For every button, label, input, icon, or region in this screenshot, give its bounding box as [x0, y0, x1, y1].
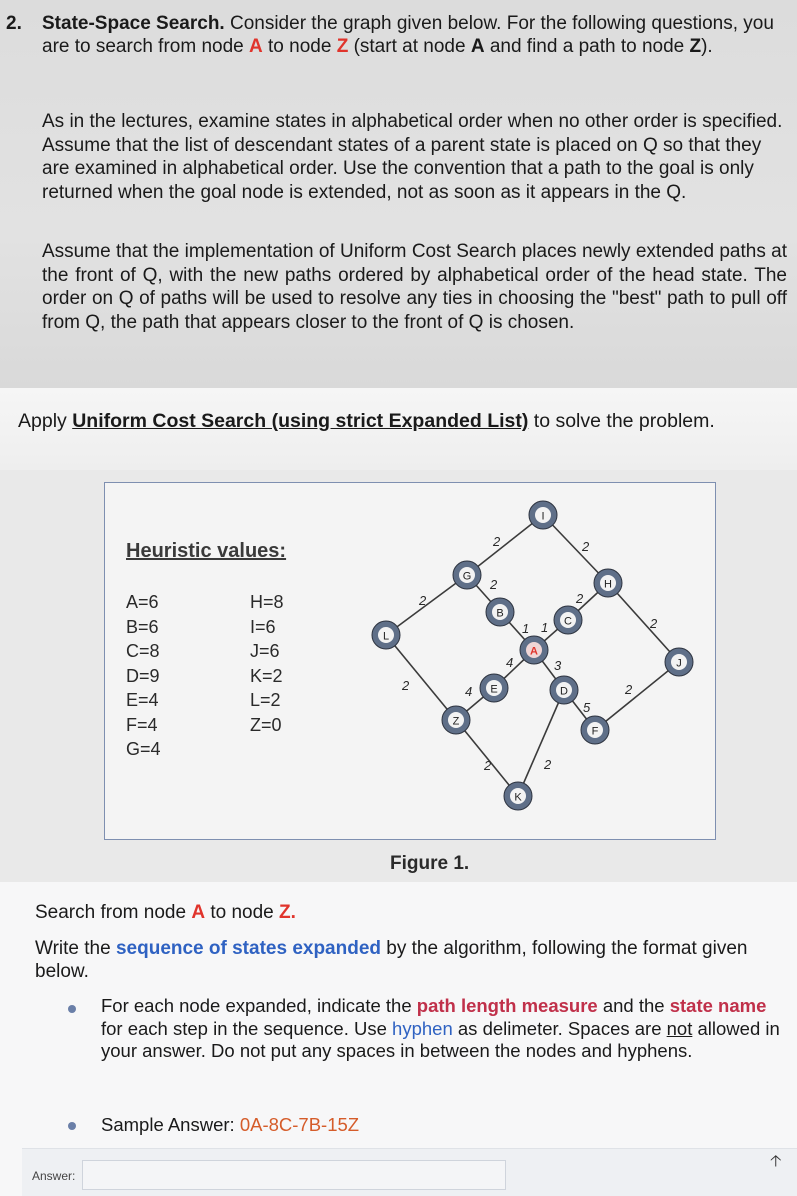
edge-j-f: [595, 662, 679, 730]
node-label: H: [604, 578, 612, 591]
sequence-emphasis: sequence of states expanded: [115, 938, 382, 959]
edge-weight: 1: [522, 621, 530, 636]
heuristic-title: Heuristic values:: [126, 540, 287, 562]
arrow-up-icon[interactable]: 🡡: [770, 1153, 782, 1170]
start-node-label: A: [470, 36, 485, 57]
heuristic-value: K=2: [250, 665, 283, 686]
edge-h-j: [608, 583, 679, 662]
node-k: [504, 782, 532, 810]
node-a: [520, 636, 548, 664]
question-header: [6, 12, 786, 58]
edge-weight: 2: [484, 758, 492, 773]
rule-text: for each step in the sequence. Use: [101, 1017, 393, 1039]
node-label: G: [462, 570, 472, 583]
node-label: A: [530, 645, 538, 658]
edge-weight: 2: [493, 534, 501, 549]
search-text: Search from node: [35, 902, 192, 923]
question-title: State-Space Search.: [42, 13, 225, 34]
node-h: [594, 569, 622, 597]
node-j: [665, 648, 693, 676]
answer-input[interactable]: [82, 1160, 506, 1190]
write-text: by the algorithm, following the format given below.: [35, 938, 748, 982]
node-l: [372, 621, 400, 649]
rule-text: For each node expanded, indicate the: [101, 995, 417, 1016]
not-emphasis: not: [666, 1017, 693, 1039]
heuristic-value: D=9: [126, 665, 160, 686]
heuristic-value: L=2: [250, 690, 281, 710]
intro-text: and find a path to node: [484, 36, 690, 57]
bullet-dot: [68, 1122, 76, 1130]
heuristic-value: E=4: [126, 690, 159, 710]
node-f: [581, 716, 609, 744]
node-label: C: [564, 615, 572, 628]
edge-l-z: [386, 635, 456, 720]
sample-label: Sample Answer:: [101, 1114, 240, 1135]
apply-suffix: to solve the problem.: [528, 410, 715, 432]
edge-weight: 2: [490, 577, 498, 592]
edge-g-i: [467, 515, 543, 575]
node-label: B: [496, 607, 504, 620]
intro-text: to node: [262, 36, 337, 57]
node-label: J: [676, 657, 682, 670]
node-d: [550, 676, 578, 704]
graph-diagram: [0, 470, 797, 882]
edge-weight: 2: [582, 539, 590, 554]
intro-text: ).: [701, 36, 713, 57]
edge-weight: 2: [402, 678, 410, 693]
node-c: [554, 606, 582, 634]
heuristic-value: F=4: [126, 714, 158, 735]
apply-instruction: [18, 410, 715, 433]
question-panel: [0, 0, 797, 388]
path-length-emphasis: path length measure: [416, 995, 598, 1016]
edge-weight: 4: [465, 684, 473, 699]
format-rules: [101, 995, 786, 1063]
goal-node-label: Z: [689, 36, 702, 57]
edge-weight: 1: [541, 620, 549, 635]
search-goal-node: Z.: [279, 902, 296, 923]
node-label: K: [514, 791, 522, 804]
rule-text: allowed in your answer. Do not put any spaces in between the nodes and hyphens.: [101, 1017, 780, 1061]
apply-prefix: Apply: [18, 410, 73, 432]
node-label: F: [591, 725, 599, 738]
node-label: D: [560, 685, 568, 698]
node-i: [529, 501, 557, 529]
edge-weight: 2: [544, 757, 552, 772]
start-node-label: A: [249, 36, 263, 57]
write-instruction: [35, 937, 790, 983]
heuristic-value: B=6: [126, 616, 159, 637]
write-text: Write the: [35, 938, 116, 959]
node-label: L: [382, 630, 390, 643]
intro-text: (start at node: [348, 36, 471, 57]
edge-weight: 2: [419, 593, 427, 608]
goal-node-label: Z: [336, 36, 349, 57]
edge-l-g: [386, 575, 467, 635]
search-start-node: A: [191, 902, 206, 923]
edge-weight: 5: [583, 700, 591, 715]
intro-text: Consider the graph given below. For the following questions, you are to search from node: [42, 13, 774, 57]
bullet-dot: [68, 1005, 76, 1013]
hyphen-emphasis: hyphen: [392, 1017, 453, 1039]
heuristic-value: Z=0: [250, 714, 282, 735]
node-g: [453, 561, 481, 589]
answer-label: Answer:: [32, 1169, 76, 1183]
edge-k-d: [518, 690, 564, 796]
figure-caption: Figure 1.: [390, 853, 470, 874]
edge-weight: 2: [576, 591, 584, 606]
question-number: 2.: [6, 13, 22, 34]
edge-weight: 3: [554, 658, 562, 673]
heuristic-value: J=6: [250, 641, 280, 661]
heuristic-value: G=4: [126, 739, 161, 759]
heuristic-value: I=6: [250, 616, 276, 637]
rule-text: and the: [597, 995, 670, 1016]
search-text: to node: [205, 902, 279, 923]
node-e: [480, 674, 508, 702]
node-label: Z: [452, 715, 460, 728]
edge-weight: 2: [625, 682, 633, 697]
node-label: I: [541, 510, 545, 523]
state-name-emphasis: state name: [669, 995, 767, 1016]
instructions-paragraph-1: As in the lectures, examine states in alphabetical order when no other order is specified. Assume that the list of descendant states of a parent state is placed on Q so that they are examined in alphabetical order. Use the convention that a path to the goal is only returned when the goal node is extended, not as soon as it appears in the Q.: [42, 111, 783, 203]
rule-text: as delimeter. Spaces are: [452, 1017, 667, 1039]
heuristic-value: H=8: [250, 592, 284, 612]
search-method-label: Uniform Cost Search (using strict Expanded List): [72, 410, 529, 432]
heuristic-value: A=6: [126, 592, 159, 612]
heuristic-value: C=8: [126, 641, 160, 661]
search-instruction: [35, 902, 296, 924]
sample-answer: [101, 1114, 359, 1136]
node-z: [442, 706, 470, 734]
instructions-paragraph-2: Assume that the implementation of Uniform Cost Search places newly extended paths at the front of Q, with the new paths ordered by alphabetical order of the head state. The order on Q of paths will be used to resolve any ties in choosing the "best" path to pull off from Q, the path that appears closer to the front of Q is chosen.: [42, 241, 787, 333]
edge-weight: 2: [650, 616, 658, 631]
node-label: E: [490, 683, 498, 696]
sample-value: 0A-8C-7B-15Z: [239, 1114, 360, 1135]
node-b: [486, 598, 514, 626]
edge-weight: 4: [506, 655, 514, 670]
